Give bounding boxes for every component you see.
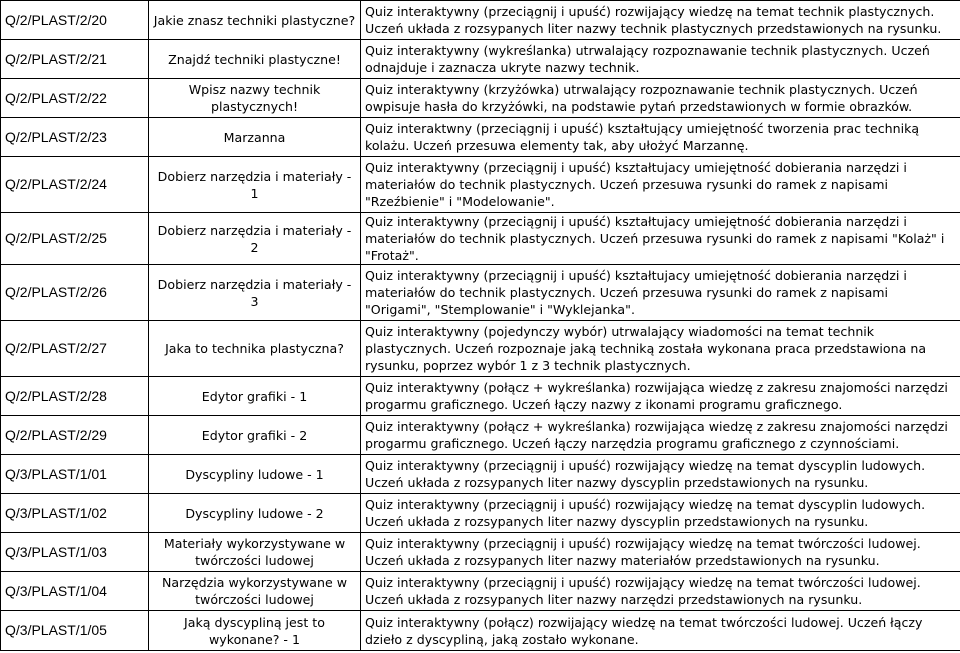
quiz-code: Q/2/PLAST/2/29 (1, 416, 149, 455)
table-row (1, 416, 960, 455)
quiz-description: Quiz interaktwny (przeciągnij i upuść) kształtujący umiejętność tworzenia prac techniką kolażu. Uczeń przesuwa elementy tak, aby ułożyć Marzannę. (361, 118, 960, 157)
quiz-title: Edytor grafiki - 2 (149, 416, 361, 455)
quiz-code: Q/2/PLAST/2/22 (1, 79, 149, 118)
quiz-title: Dobierz narzędzia i materiały - 2 (149, 213, 361, 265)
quiz-code: Q/2/PLAST/2/24 (1, 157, 149, 213)
table-row (1, 533, 960, 572)
quiz-code: Q/3/PLAST/1/02 (1, 494, 149, 533)
quiz-title: Marzanna (149, 118, 361, 157)
table-row (1, 455, 960, 494)
quiz-description: Quiz interaktywny (połącz + wykreślanka) rozwijająca wiedzę z zakresu znajomości narzędzi progarmu graficznego. Uczeń łączy nazwy z ikonami programu graficznego. (361, 377, 960, 416)
table-row (1, 1, 960, 40)
quiz-title: Materiały wykorzystywane w twórczości ludowej (149, 533, 361, 572)
quiz-code: Q/3/PLAST/1/04 (1, 572, 149, 611)
quiz-title: Dyscypliny ludowe - 2 (149, 494, 361, 533)
quiz-title: Dyscypliny ludowe - 1 (149, 455, 361, 494)
table-row (1, 321, 960, 377)
quiz-description: Quiz interaktywny (przeciągnij i upuść) kształtujacy umiejętność dobierania narzędzi i materiałów do technik plastycznych. Uczeń przesuwa rysunki do ramek z napisami "Kolaż" i "Frotaż". (361, 213, 960, 265)
quiz-title: Jakie znasz techniki plastyczne? (149, 1, 361, 40)
quiz-title: Jaka to technika plastyczna? (149, 321, 361, 377)
quiz-description: Quiz interaktywny (połącz) rozwijający wiedzę na temat twórczości ludowej. Uczeń łączy dzieło z dyscypliną, jaką zostało wykonane. (361, 611, 960, 651)
table-row (1, 213, 960, 265)
table-row (1, 494, 960, 533)
table-row (1, 40, 960, 79)
quiz-description: Quiz interaktywny (przeciągnij i upuść) rozwijający wiedzę na temat dyscyplin ludowych. Uczeń układa z rozsypanych liter nazwy dyscyplin przedstawionych na rysunku. (361, 494, 960, 533)
quiz-code: Q/2/PLAST/2/28 (1, 377, 149, 416)
quiz-title: Wpisz nazwy technik plastycznych! (149, 79, 361, 118)
quiz-title: Dobierz narzędzia i materiały - 1 (149, 157, 361, 213)
quiz-code: Q/3/PLAST/1/01 (1, 455, 149, 494)
quiz-title: Edytor grafiki - 1 (149, 377, 361, 416)
quiz-title: Jaką dyscypliną jest to wykonane? - 1 (149, 611, 361, 651)
table-row (1, 377, 960, 416)
table-row (1, 611, 960, 651)
table-row (1, 79, 960, 118)
quiz-title: Znajdź techniki plastyczne! (149, 40, 361, 79)
quiz-code: Q/2/PLAST/2/27 (1, 321, 149, 377)
quiz-description: Quiz interaktywny (pojedynczy wybór) utrwalający wiadomości na temat technik plastycznych. Uczeń rozpoznaje jaką techniką została wykonana praca przedstawiona na rysunku, poprzez wybór 1 z 3 technik plastycznych. (361, 321, 960, 377)
quiz-code: Q/2/PLAST/2/23 (1, 118, 149, 157)
table-row (1, 265, 960, 321)
quiz-description: Quiz interaktywny (przeciągnij i upuść) rozwijający wiedzę na temat twórczości ludowej. Uczeń układa z rozsypanych liter nazwy materiałów przedstawionych na rysunku. (361, 533, 960, 572)
quiz-title: Dobierz narzędzia i materiały - 3 (149, 265, 361, 321)
quiz-code: Q/3/PLAST/1/03 (1, 533, 149, 572)
quiz-code: Q/2/PLAST/2/21 (1, 40, 149, 79)
quiz-title: Narzędzia wykorzystywane w twórczości ludowej (149, 572, 361, 611)
table-row (1, 157, 960, 213)
quiz-description: Quiz interaktywny (przeciągnij i upuść) kształtujacy umiejętność dobierania narzędzi i materiałów do technik plastycznych. Uczeń przesuwa rysunki do ramek z napisami "Origami", "Stemplowanie" i "Wyklejanka". (361, 265, 960, 321)
quiz-description: Quiz interaktywny (przeciągnij i upuść) kształtujacy umiejętność dobierania narzędzi i materiałów do technik plastycznych. Uczeń przesuwa rysunki do ramek z napisami "Rzeźbienie" i "Modelowanie". (361, 157, 960, 213)
quiz-description: Quiz interaktywny (przeciągnij i upuść) rozwijający wiedzę na temat twórczości ludowej. Uczeń układa z rozsypanych liter nazwy narzędzi przedstawionych na rysunku. (361, 572, 960, 611)
quiz-code: Q/2/PLAST/2/26 (1, 265, 149, 321)
quiz-description: Quiz interaktywny (połącz + wykreślanka) rozwijająca wiedzę z zakresu znajomości narzędzi progarmu graficznego. Uczeń łączy narzędzia programu graficznego z czynnościami. (361, 416, 960, 455)
table-row (1, 118, 960, 157)
quiz-description: Quiz interaktywny (krzyżówka) utrwalający rozpoznawanie technik plastycznych. Uczeń owpisuje hasła do krzyżówki, na podstawie pytań przedstawionych w formie obrazków. (361, 79, 960, 118)
quiz-code: Q/2/PLAST/2/20 (1, 1, 149, 40)
quiz-description: Quiz interaktywny (przeciągnij i upuść) rozwijający wiedzę na temat dyscyplin ludowych. Uczeń układa z rozsypanych liter nazwy dyscyplin przedstawionych na rysunku. (361, 455, 960, 494)
quiz-description: Quiz interaktywny (przeciągnij i upuść) rozwijający wiedzę na temat technik plastycznych. Uczeń układa z rozsypanych liter nazwy technik plastycznych przedstawionych na rysunku. (361, 1, 960, 40)
quiz-code: Q/2/PLAST/2/25 (1, 213, 149, 265)
quiz-description: Quiz interaktywny (wykreślanka) utrwalający rozpoznawanie technik plastycznych. Uczeń odnajduje i zaznacza ukryte nazwy technik. (361, 40, 960, 79)
table-row (1, 572, 960, 611)
quiz-code: Q/3/PLAST/1/05 (1, 611, 149, 651)
